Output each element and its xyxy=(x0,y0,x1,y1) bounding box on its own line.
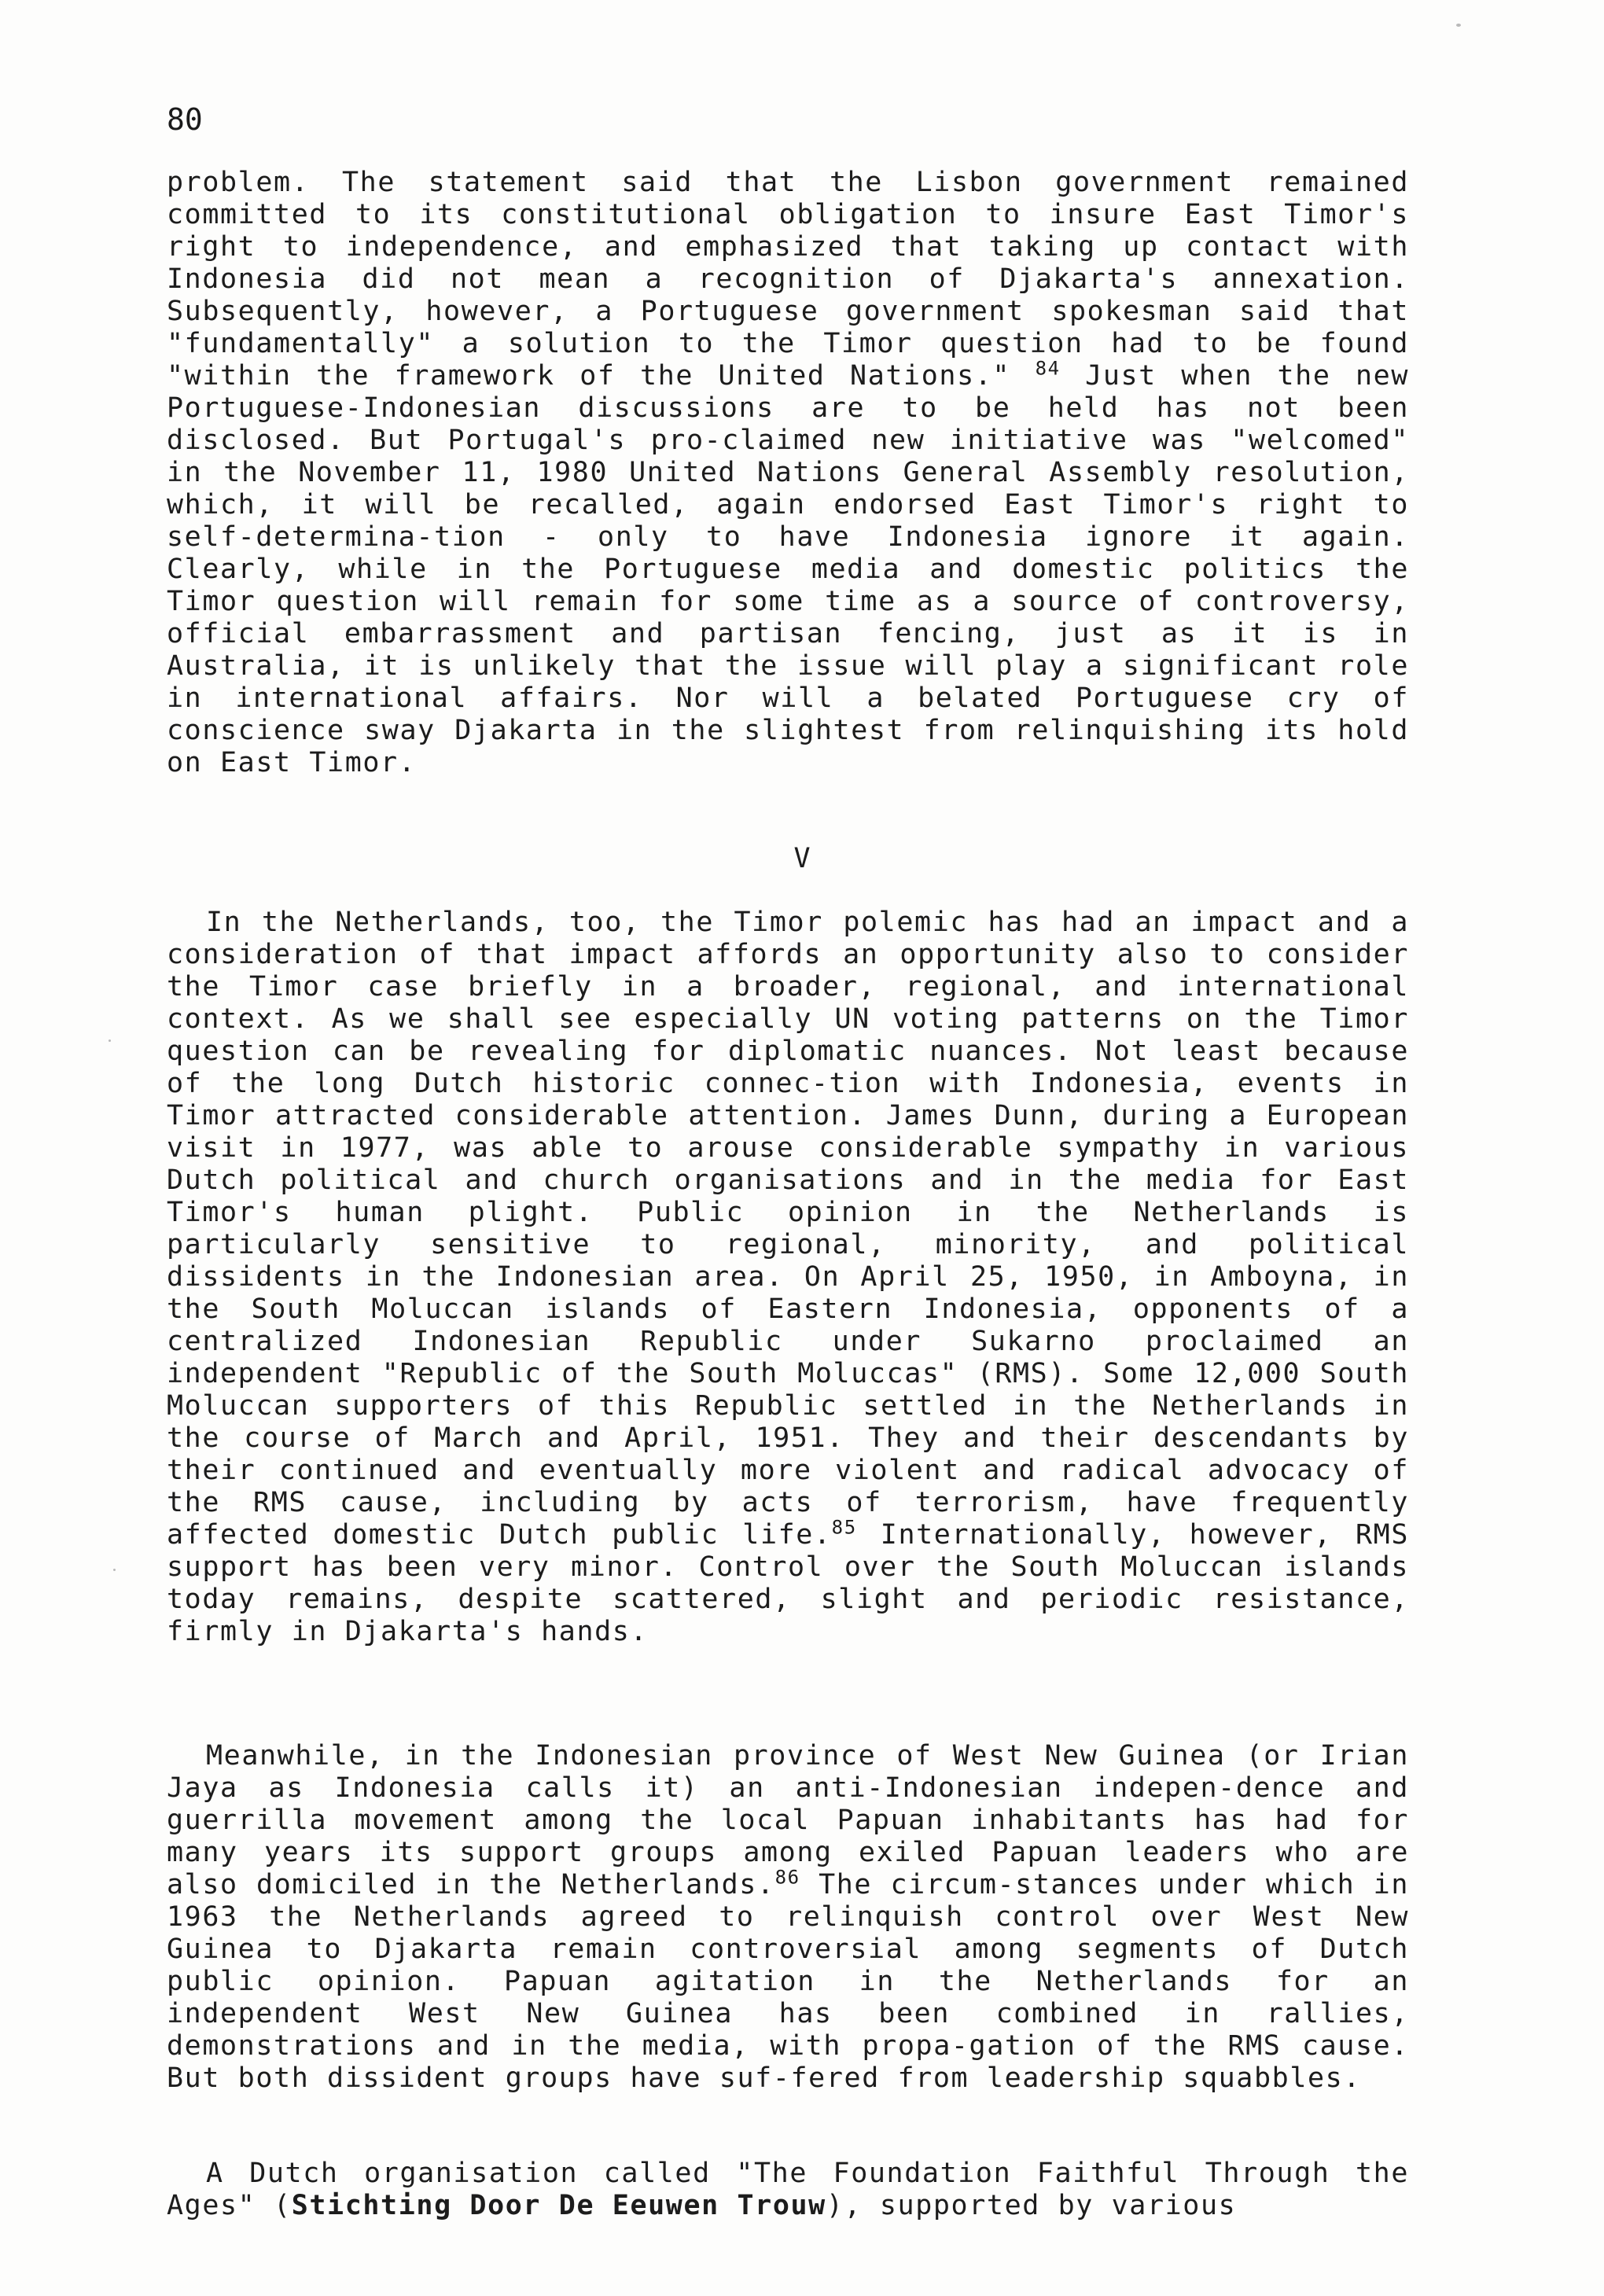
scan-speck xyxy=(109,1039,111,1042)
footnote-ref-86: 86 xyxy=(774,1866,800,1889)
paragraph-2-text-b: Internationally, however, RMS support has been very minor. Control over the South Moluccan islands today remains, despite scattered, slight and periodic resistance, firmly in Djakarta's hands. xyxy=(167,1519,1410,1647)
paragraph-3-text-a: Meanwhile, in the Indonesian province of West New Guinea (or Irian Jaya as Indonesia calls it) an anti-Indonesian indepen-dence and guerrilla movement among the local Papuan inhabitants has had for many years its support groups among exiled Papuan leaders who are also domiciled in the Netherlands. xyxy=(167,1740,1409,1900)
scan-speck xyxy=(113,1569,116,1571)
paragraph-1-text-b: Just when the new Portuguese-Indonesian discussions are to be held has not been disclosed. But Portugal's pro-claimed new initiative was "welcomed" in the November 11, 1980 United Nations General Assembly resolution, which, it will be recalled, again endorsed East Timor's right to self-determina-tion - only to have Indonesia ignore it again. Clearly, while in the Portuguese media and domestic politics the Timor question will remain for some time as a source of controversy, official embarrassment and partisan fencing, just as it is in Australia, it is unlikely that the issue will play a significant role in international affairs. Nor will a belated Portuguese cry of conscience sway Djakarta in the slightest from relinquishing its hold on East Timor. xyxy=(167,360,1410,778)
footnote-ref-84: 84 xyxy=(1035,357,1061,380)
paragraph-4-text-a: A Dutch organisation called "The Foundation Faithful Through the Ages" ( xyxy=(167,2158,1409,2221)
paragraph-2 xyxy=(167,907,1409,1648)
scan-speck xyxy=(1456,24,1461,27)
paragraph-1 xyxy=(167,167,1409,779)
section-marker: V xyxy=(793,843,811,874)
footnote-ref-85: 85 xyxy=(831,1516,857,1539)
paragraph-3-text-b: The circum-stances under which in 1963 the Netherlands agreed to relinquish control over West New Guinea to Djakarta remain controversial among segments of Dutch public opinion. Papuan agitation in the Netherlands for an independent West New Guinea has been combined in rallies, demonstrations and in the media, with propa-gation of the RMS cause. But both dissident groups have suf-fered from leadership squabbles. xyxy=(167,1869,1410,2094)
paragraph-4 xyxy=(167,2158,1409,2222)
paragraph-4-text-b: ), supported by various xyxy=(826,2190,1237,2221)
paragraph-2-text-a: In the Netherlands, too, the Timor polemic has had an impact and a consideration of that impact affords an opportunity also to consider the Timor case briefly in a broader, regional, and international context. As we shall see especially UN voting patterns on the Timor question can be revealing for diplomatic nuances. Not least because of the long Dutch historic connec-tion with Indonesia, events in Timor attracted considerable attention. James Dunn, during a European visit in 1977, was able to arouse considerable sympathy in various Dutch political and church organisations and in the media for East Timor's human plight. Public opinion in the Netherlands is particularly sensitive to regional, minority, and political dissidents in the Indonesian area. On April 25, 1950, in Amboyna, in the South Moluccan islands of Eastern Indonesia, opponents of a centralized Indonesian Republic under Sukarno proclaimed an independent "Republic of the South Moluccas" (RMS). Some 12,000 South Moluccan supporters of this Republic settled in the Netherlands in the course of March and April, 1951. They and their descendants by their continued and eventually more violent and radical advocacy of the RMS cause, including by acts of terrorism, have frequently affected domestic Dutch public life. xyxy=(167,907,1409,1551)
organisation-name-bold: Stichting Door De Eeuwen Trouw xyxy=(291,2190,826,2221)
paragraph-1-text-a: problem. The statement said that the Lisbon government remained committed to its constitutional obligation to insure East Timor's right to independence, and emphasized that taking up contact with Indonesia did not mean a recognition of Djakarta's annexation. Subsequently, however, a Portuguese government spokesman said that "fundamentally" a solution to the Timor question had to be found "within the framework of the United Nations." xyxy=(167,167,1409,392)
paragraph-3 xyxy=(167,1740,1409,2095)
page-number: 80 xyxy=(167,102,203,137)
